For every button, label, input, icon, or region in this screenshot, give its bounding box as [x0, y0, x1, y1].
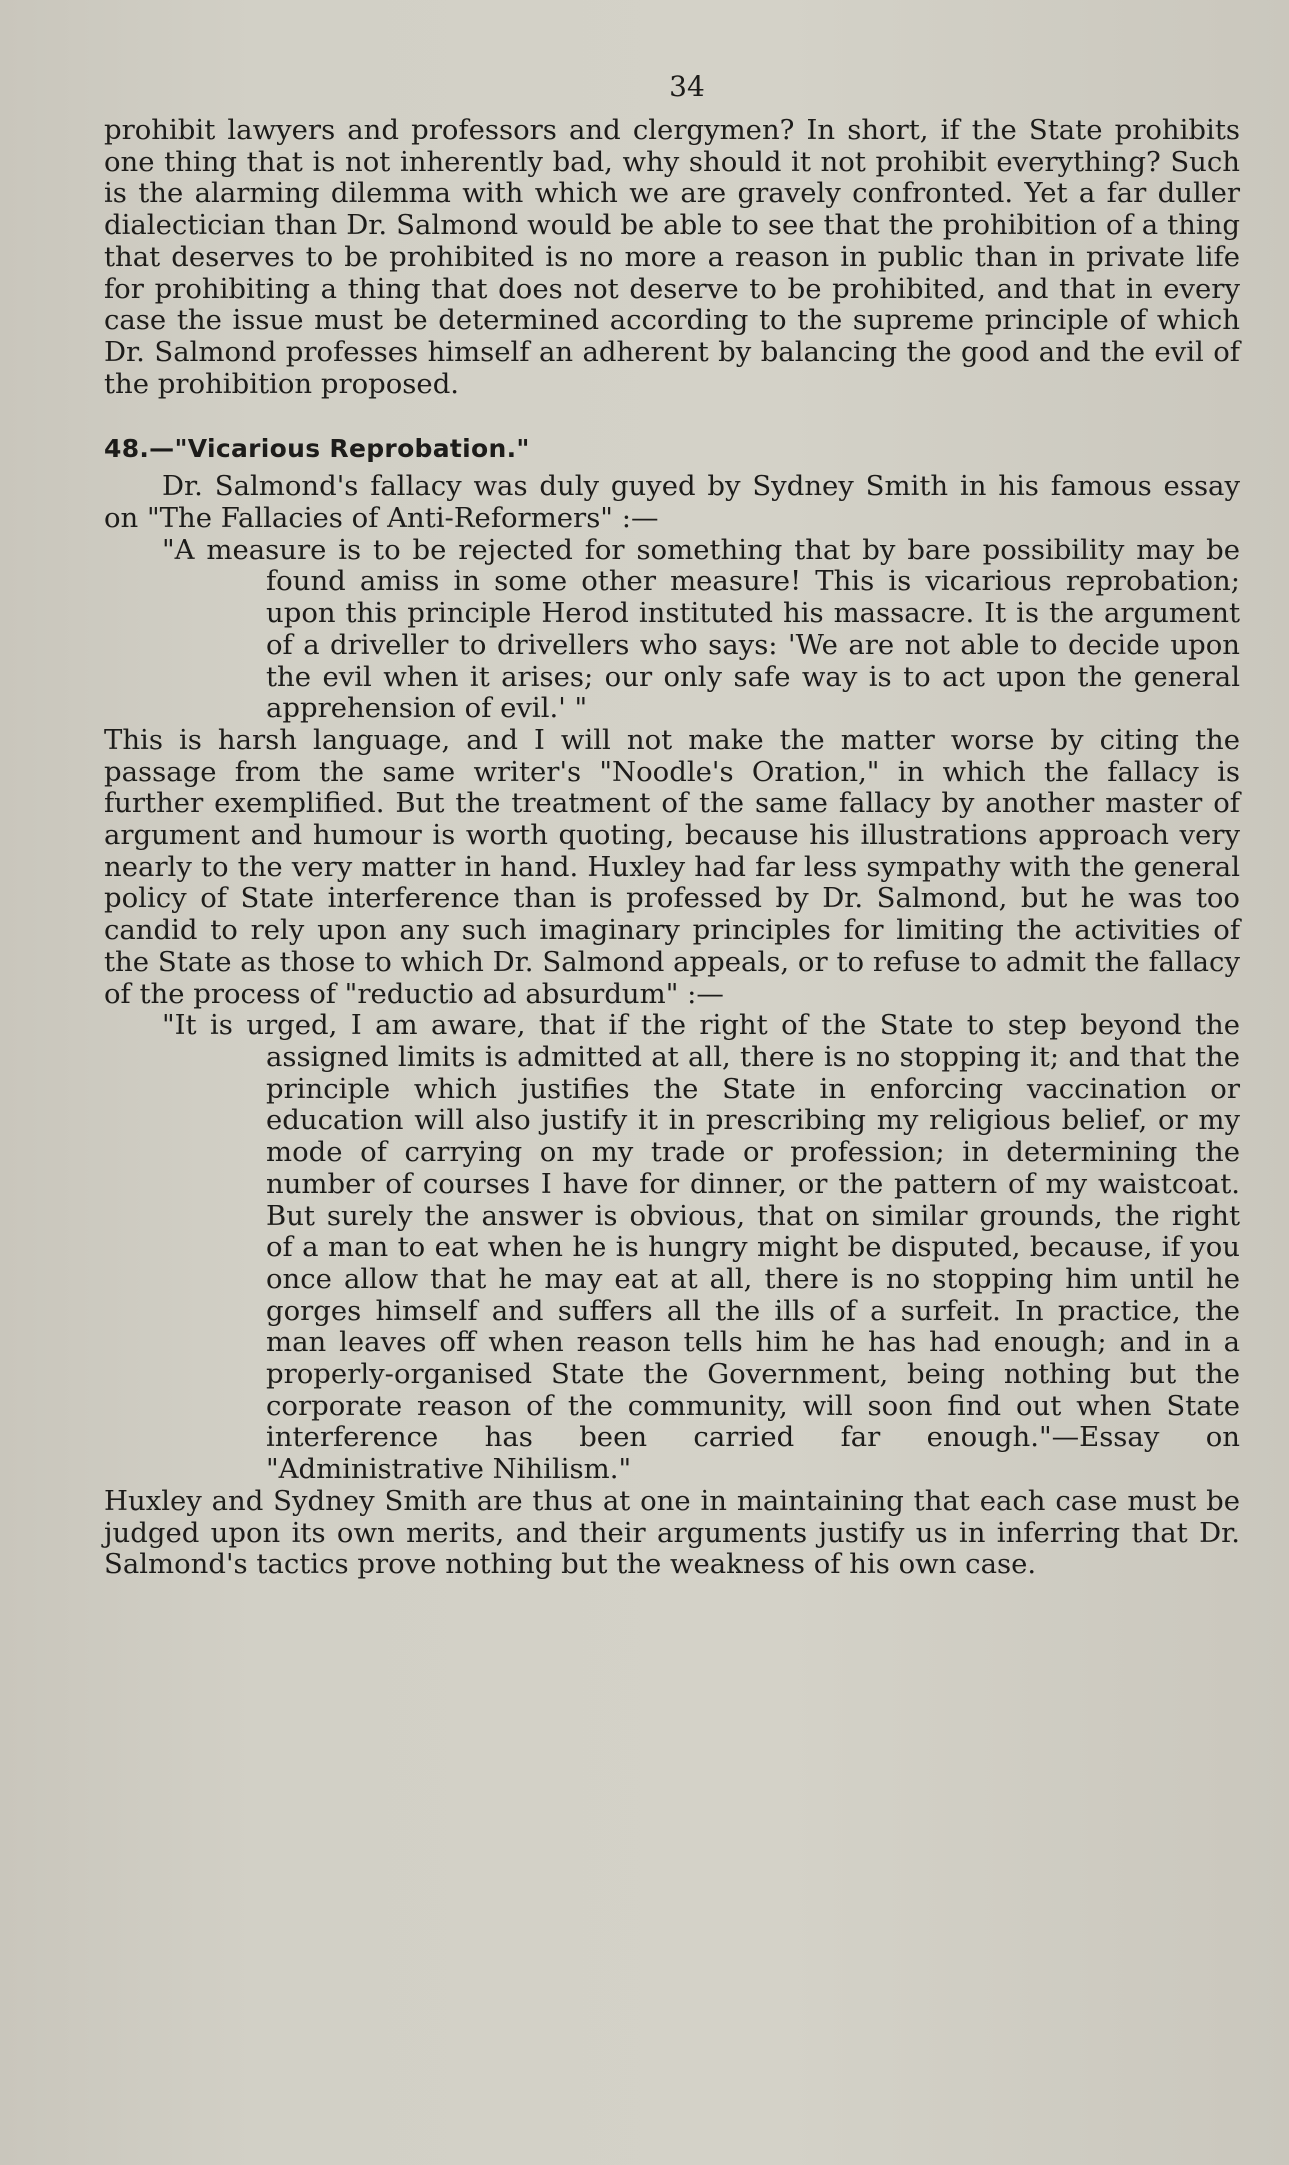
quote-sydney-smith	[162, 535, 1240, 725]
section-heading: 48.—"Vicarious Reprobation."	[104, 434, 530, 464]
quote-huxley	[162, 1010, 1240, 1486]
paragraph-sydney-smith-intro: Dr. Salmond's fallacy was duly guyed by Sydney Smith in his famous essay on "The Fallacies of Anti-Reformers" :—	[104, 470, 1240, 535]
page-number: 34	[669, 70, 705, 103]
paragraph-conclusion: Huxley and Sydney Smith are thus at one in maintaining that each case must be judged upon its own merits, and their arguments justify us in inferring that Dr. Salmond's tactics prove nothing but the weakness of his own case.	[104, 1484, 1240, 1581]
book-page	[104, 70, 1240, 1581]
quote-huxley-text: "It is urged, I am aware, that if the right of the State to step beyond the assigned limits is admitted at all, there is no stopping it; and that the principle which justifies the State in enforcing vaccination or education will also justify it in prescribing my religious belief, or my mode of carrying on my trade or profession; in determining the number of courses I have for dinner, or the pattern of my waistcoat. But surely the answer is obvious, that on similar grounds, the right of a man to eat when he is hungry might be disputed, because, if you once allow that he may eat at all, there is no stopping him until he gorges himself and suffers all the ills of a surfeit. In practice, the man leaves off when reason tells him he has had enough; and in a properly-organised State the Government, being nothing but the corporate reason of the community, will soon find out when State interference has been carried far enough."—Essay on "Administrative Nihilism."	[162, 1009, 1240, 1486]
quote-sydney-smith-text: "A measure is to be rejected for something that by bare possibility may be found amiss in some other measure! This is vicarious reprobation; upon this principle Herod instituted his massacre. It is the argument of a driveller to drivellers who says: 'We are not able to decide upon the evil when it arises; our only safe way is to act upon the general apprehension of evil.' "	[162, 533, 1240, 725]
paragraph-huxley-intro: This is harsh language, and I will not make the matter worse by citing the passage from the same writer's "Noodle's Oration," in which the fallacy is further exemplified. But the treatment of the same fallacy by another master of argument and humour is worth quoting, because his illustrations approach very nearly to the very matter in hand. Huxley had far less sympathy with the general policy of State interference than is professed by Dr. Salmond, but he was too candid to rely upon any such imaginary principles for limiting the activities of the State as those to which Dr. Salmond appeals, or to refuse to admit the fallacy of the process of "reductio ad absurdum" :—	[104, 723, 1240, 1010]
paragraph-prohibition-argument: prohibit lawyers and professors and clergymen? In short, if the State prohibits one thing that is not inherently bad, why should it not prohibit everything? Such is the alarming dilemma with which we are gravely confronted. Yet a far duller dialectician than Dr. Salmond would be able to see that the prohibition of a thing that deserves to be prohibited is no more a reason in public than in private life for prohibiting a thing that does not deserve to be prohibited, and that in every case the issue must be determined according to the supreme principle of which Dr. Salmond professes himself an adherent by balancing the good and the evil of the prohibition proposed.	[104, 114, 1240, 400]
